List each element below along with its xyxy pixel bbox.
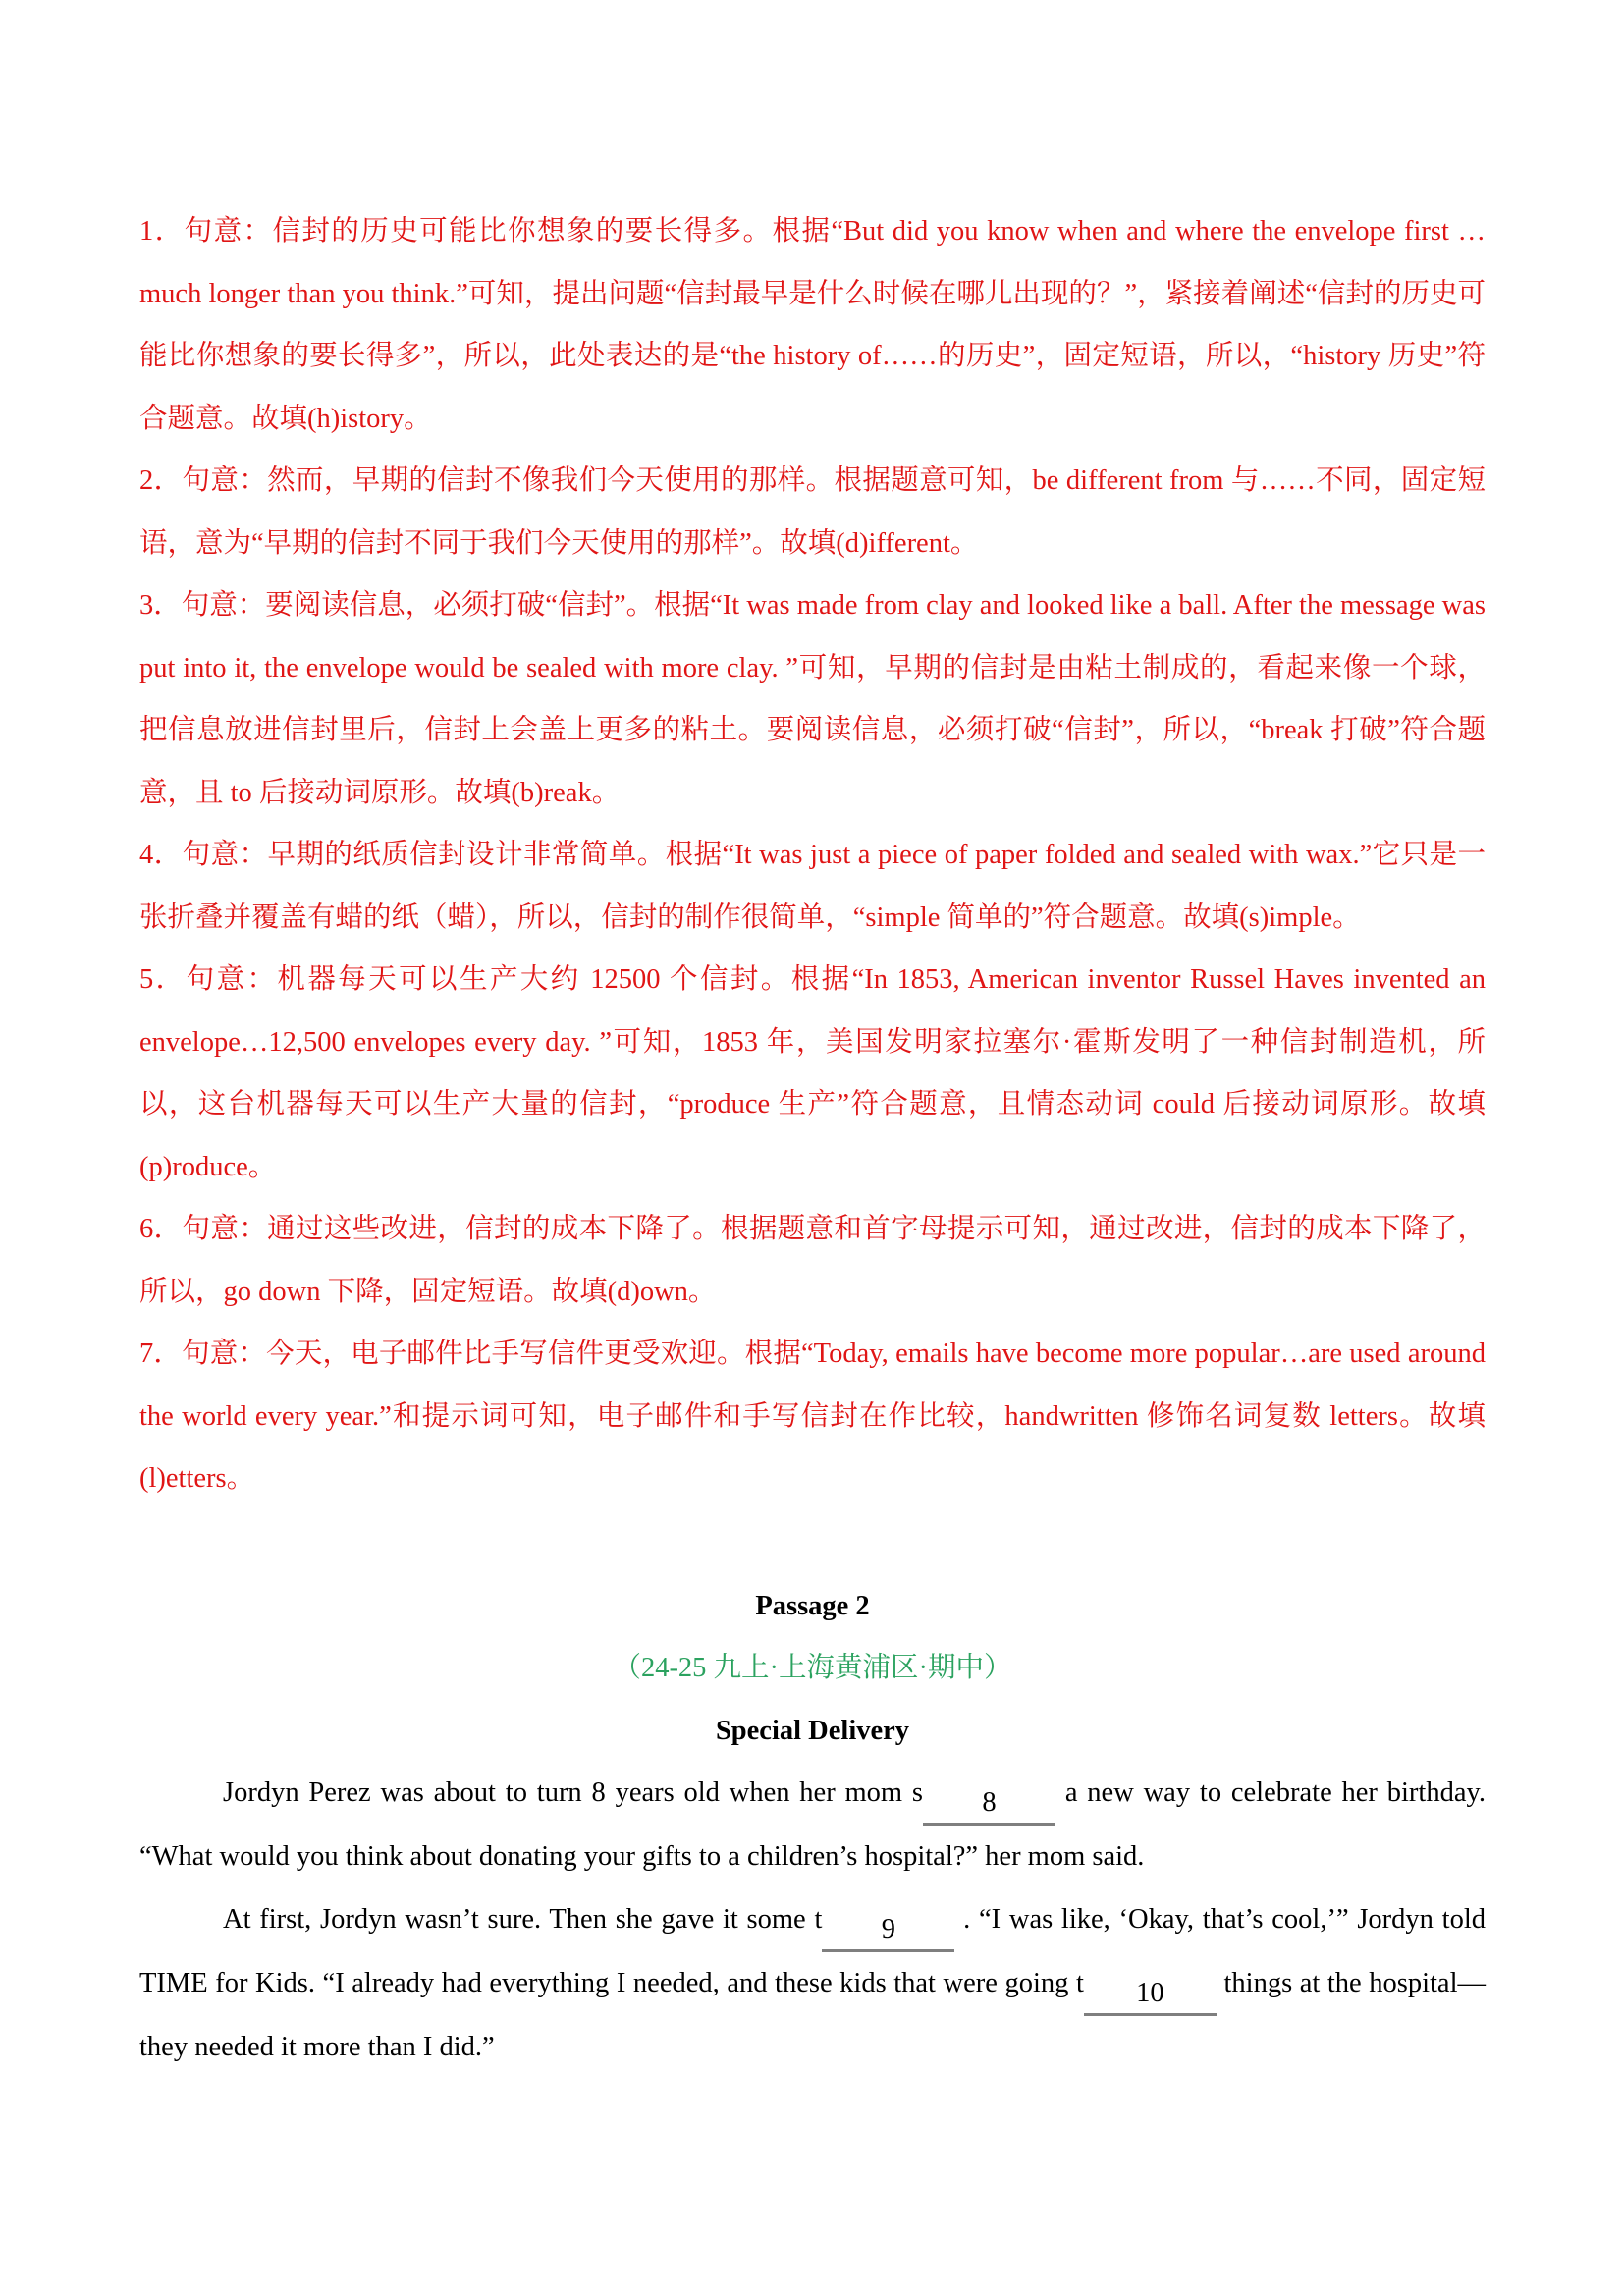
passage-text: At first, Jordyn wasn’t sure. Then she gave it some t xyxy=(223,1903,823,1935)
answer-item: 7．句意：今天，电子邮件比手写信件更受欢迎。根据“Today, emails have become more popular…are used around the world every year.”和提示词可知，电子邮件和手写信封在作比较，handwritten 修饰名词复数 letters。故填(l)etters。 xyxy=(139,1339,1486,1494)
answer-item: 1．句意：信封的历史可能比你想象的要长得多。根据“But did you know when and where the envelope first … much longer than you think.”可知，提出问题“信封最早是什么时候在哪儿出现的？”，紧接着阐述“信封的历史可能比你想象的要长得多”，所以，此处表达的是“the history of……的历史”，固定短语，所以，“history 历史”符合题意。故填(h)istory。 xyxy=(139,216,1486,434)
fill-in-blank: 9 xyxy=(822,1910,954,1952)
answers-section xyxy=(139,200,1486,1510)
passage-text: a new way to celebrate her birthday. “What would you think about donating your gifts to a children’s hospital?” her mom said. xyxy=(139,1777,1486,1872)
document-content xyxy=(139,200,1486,2078)
answer-item: 4．句意：早期的纸质信封设计非常简单。根据“It was just a piece of paper folded and sealed with wax.”它只是一张折叠并覆盖有蜡的纸（蜡），所以，信封的制作很简单，“simple 简单的”符合题意。故填(s)imple。 xyxy=(139,840,1486,933)
passage2-title: Special Delivery xyxy=(715,1715,910,1746)
fill-in-blank: 10 xyxy=(1084,1974,1217,2016)
answer-item: 5．句意：机器每天可以生产大约 12500 个信封。根据“In 1853, American inventor Russel Haves invented an envelope…12,500 envelopes every day. ”可知，1853 年，美国发明家拉塞尔·霍斯发明了一种信封制造机，所以，这台机器每天可以生产大量的信封，“produce 生产”符合题意，且情态动词 could 后接动词原形。故填(p)roduce。 xyxy=(139,964,1486,1182)
passage2-heading: Passage 2 xyxy=(755,1590,870,1621)
answer-item: 6．句意：通过这些改进，信封的成本下降了。根据题意和首字母提示可知，通过改进，信封的成本下降了，所以，go down 下降，固定短语。故填(d)own。 xyxy=(139,1214,1486,1307)
passage-text: things at the hospital—they needed it more than I did.” xyxy=(139,1967,1486,2062)
answer-item: 3．句意：要阅读信息，必须打破“信封”。根据“It was made from clay and looked like a ball. After the message was put into it, the envelope would be sealed with more clay. ”可知，早期的信封是由粘土制成的，看起来像一个球，把信息放进信封里后，信封上会盖上更多的粘土。要阅读信息，必须打破“信封”，所以，“break 打破”符合题意，且 to 后接动词原形。故填(b)reak。 xyxy=(139,590,1486,808)
fill-in-blank: 8 xyxy=(923,1783,1055,1826)
passage2-source: （24-25 九上·上海黄浦区·期中） xyxy=(613,1653,1012,1683)
passage-text: . “I was like, ‘Okay, that’s cool,’” Jordyn told TIME for Kids. “I already had everything I needed, and these kids that were going t xyxy=(139,1903,1487,1998)
passage-text: Jordyn Perez was about to turn 8 years old when her mom s xyxy=(223,1777,924,1808)
passage2-body xyxy=(139,1762,1486,2078)
answer-item: 2．句意：然而，早期的信封不像我们今天使用的那样。根据题意可知，be different from 与……不同，固定短语，意为“早期的信封不同于我们今天使用的那样”。故填(d)ifferent。 xyxy=(139,465,1486,559)
passage-paragraph xyxy=(139,1762,1486,1888)
passage-paragraph xyxy=(139,1888,1486,2079)
